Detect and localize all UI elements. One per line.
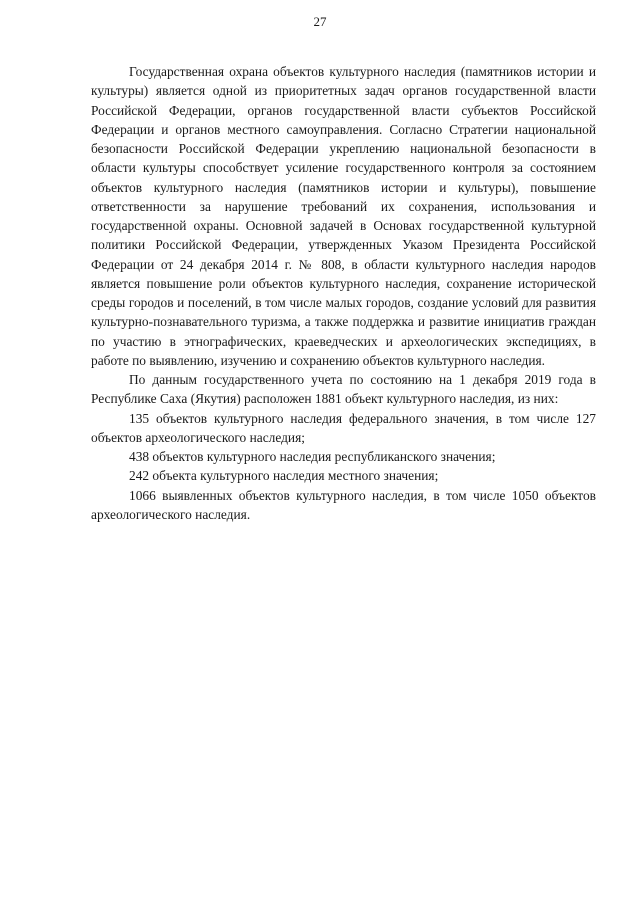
document-body [91, 62, 596, 524]
page-number: 27 [313, 14, 327, 29]
list-item-federal: 135 объектов культурного наследия федерального значения, в том числе 127 объектов археологического наследия; [91, 410, 596, 445]
list-item-local: 242 объекта культурного наследия местного значения; [129, 468, 439, 484]
paragraph-heritage-protection: Государственная охрана объектов культурного наследия (памятников истории и культуры) является одной из приоритетных задач органов государственной власти Российской Федерации, органов государственной власти субъектов Российской Федерации и органов местного самоуправления. Согласно Стратегии национальной безопасности Российской Федерации укреплению национальной безопасности в области культуры способствует усиление государственного контроля за состоянием объектов культурного наследия (памятников истории и культуры), повышение ответственности за нарушение требований их сохранения, использования и государственной охраны. Основной задачей в Основах государственной культурной политики Российской Федерации, утвержденных Указом Президента Российской Федерации от 24 декабря 2014 г. № 808, в области культурного наследия народов является повышение роли объектов культурного наследия, сохранение исторической среды городов и поселений, в том числе малых городов, создание условий для развития культурно-познавательного туризма, а также поддержка и развитие инициатив граждан по участию в этнографических, краеведческих и археологических экспедициях, в работе по выявлению, изучению и сохранению объектов культурного наследия. [91, 64, 596, 368]
paragraph-state-registry: По данным государственного учета по состоянию на 1 декабря 2019 года в Республике Саха (Якутия) расположен 1881 объект культурного наследия, из них: [91, 372, 596, 407]
list-item-republican: 438 объектов культурного наследия республиканского значения; [129, 449, 496, 464]
list-item-identified: 1066 выявленных объектов культурного наследия, в том числе 1050 объектов археологического наследия. [91, 487, 596, 522]
